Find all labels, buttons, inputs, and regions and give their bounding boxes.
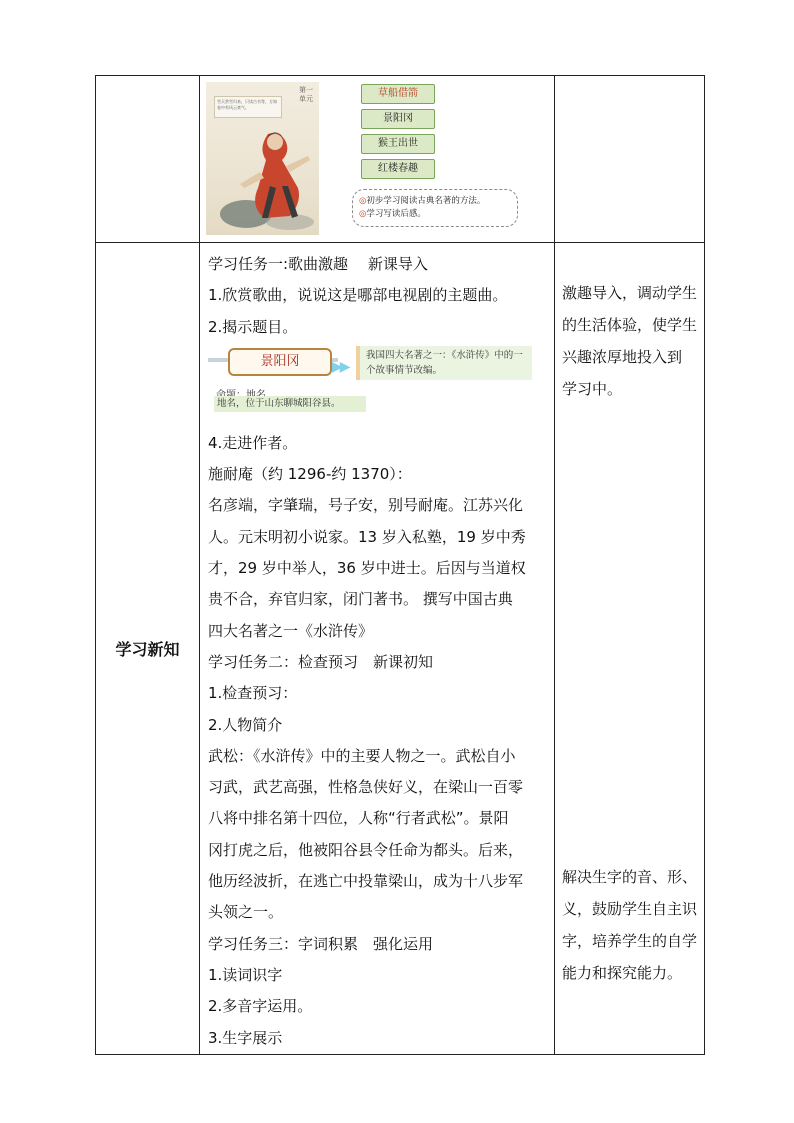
unit-cover-illustration (206, 82, 319, 235)
textbook-page-image (206, 82, 546, 238)
note-line: 字，培养学生的自学 (562, 932, 698, 950)
content-line: 才，29 岁中举人，36 岁中进士。后因与当道权 (208, 559, 526, 578)
note-line: 激趣导入，调动学生 (562, 284, 698, 302)
content-line: 1.欣赏歌曲，说说这是哪部电视剧的主题曲。 (208, 286, 508, 305)
goal-bullet-icon: ◎ (359, 196, 367, 206)
label-cell-empty (96, 76, 200, 243)
table-row (96, 243, 705, 1055)
note-block-2 (562, 861, 698, 989)
content-line: 4.走进作者。 (208, 433, 298, 452)
unit-label: 第一单元 (299, 86, 313, 103)
content-line: 头领之一。 (208, 903, 284, 922)
content-line: 学习任务一:歌曲激趣 新课导入 (208, 255, 428, 273)
warrior-figure-illustration (220, 126, 316, 230)
section-label: 学习新知 (96, 243, 200, 1055)
content-line: 1.检查预习： (208, 684, 298, 703)
content-line: 1.读词识字 (208, 965, 283, 984)
content-line: 2.揭示题目。 (208, 317, 298, 336)
lesson-title-2: 景阳冈 (361, 109, 435, 129)
content-line: 习武，武艺高强，性格急侠好义，在梁山一百零 (208, 778, 524, 797)
table-row (96, 76, 705, 243)
note-line: 解决生字的音、形、 (562, 868, 698, 886)
content-line: 施耐庵（约 1296-约 1370）： (208, 465, 412, 484)
content-line: 武松：《水浒传》中的主要人物之一。武松自小 (208, 746, 516, 765)
content-line: 八将中排名第十四位，人称“行者武松”。景阳 (208, 809, 509, 828)
note-line: 义，鼓励学生自主识 (562, 900, 698, 918)
note-line: 能力和探究能力。 (562, 964, 683, 982)
title-explanation-banner (208, 344, 548, 420)
note-block-1 (562, 277, 698, 405)
content-line: 2.人物简介 (208, 715, 283, 734)
content-line: 2.多音字运用。 (208, 997, 313, 1016)
unit-goals-box (352, 189, 518, 227)
note-line: 兴趣浓厚地投入到 (562, 348, 683, 366)
lesson-title-4: 红楼春趣 (361, 159, 435, 179)
content-line: 冈打虎之后，他被阳谷县令任命为都头。后来， (208, 840, 524, 859)
goal-2: 学习写读后感。 (366, 209, 426, 219)
goal-bullet-icon: ◎ (359, 209, 367, 219)
lesson-title-1: 草船借箭 (361, 84, 435, 104)
teaching-notes (555, 243, 704, 1037)
note-cell (555, 243, 705, 1055)
lesson-content (200, 243, 554, 1054)
content-line: 贵不合，弃官归家，闭门著书。 撰写中国古典 (208, 590, 513, 609)
goal-1: 初步学习阅读古典名著的方法。 (366, 196, 486, 206)
note-line: 学习中。 (562, 380, 623, 398)
cover-quote: 雪天赏雪归来，只读古书等，方知卷中有风云豪气。 (214, 96, 282, 118)
arrow-right-icon: ▶▶ (332, 358, 348, 375)
content-cell (200, 243, 555, 1055)
content-line: 3.生字展示 (208, 1028, 283, 1047)
content-line: 他历经波折，在逃亡中投靠梁山，成为十八步军 (208, 872, 524, 891)
banner-place: 地名，位于山东聊城阳谷县。 (214, 396, 366, 412)
note-cell-empty (555, 76, 705, 243)
banner-title-sign: 景阳冈 (228, 348, 332, 376)
content-line: 四大名著之一《水浒传》 (208, 621, 374, 640)
content-line: 人。元末明初小说家。13 岁入私塾，19 岁中秀 (208, 527, 526, 546)
content-line: 学习任务三：字词积累 强化运用 (208, 934, 434, 953)
lesson-title-3: 猴王出世 (361, 134, 435, 154)
lesson-plan-table (95, 75, 705, 1055)
textbook-image-cell (200, 76, 555, 243)
note-line: 的生活体验，使学生 (562, 316, 698, 334)
banner-note: 我国四大名著之一：《水浒传》中的一个故事情节改编。 (356, 346, 532, 380)
content-line: 名彦端，字肇瑞，号子安，别号耐庵。江苏兴化 (208, 496, 524, 515)
content-line: 学习任务二：检查预习 新课初知 (208, 652, 434, 671)
